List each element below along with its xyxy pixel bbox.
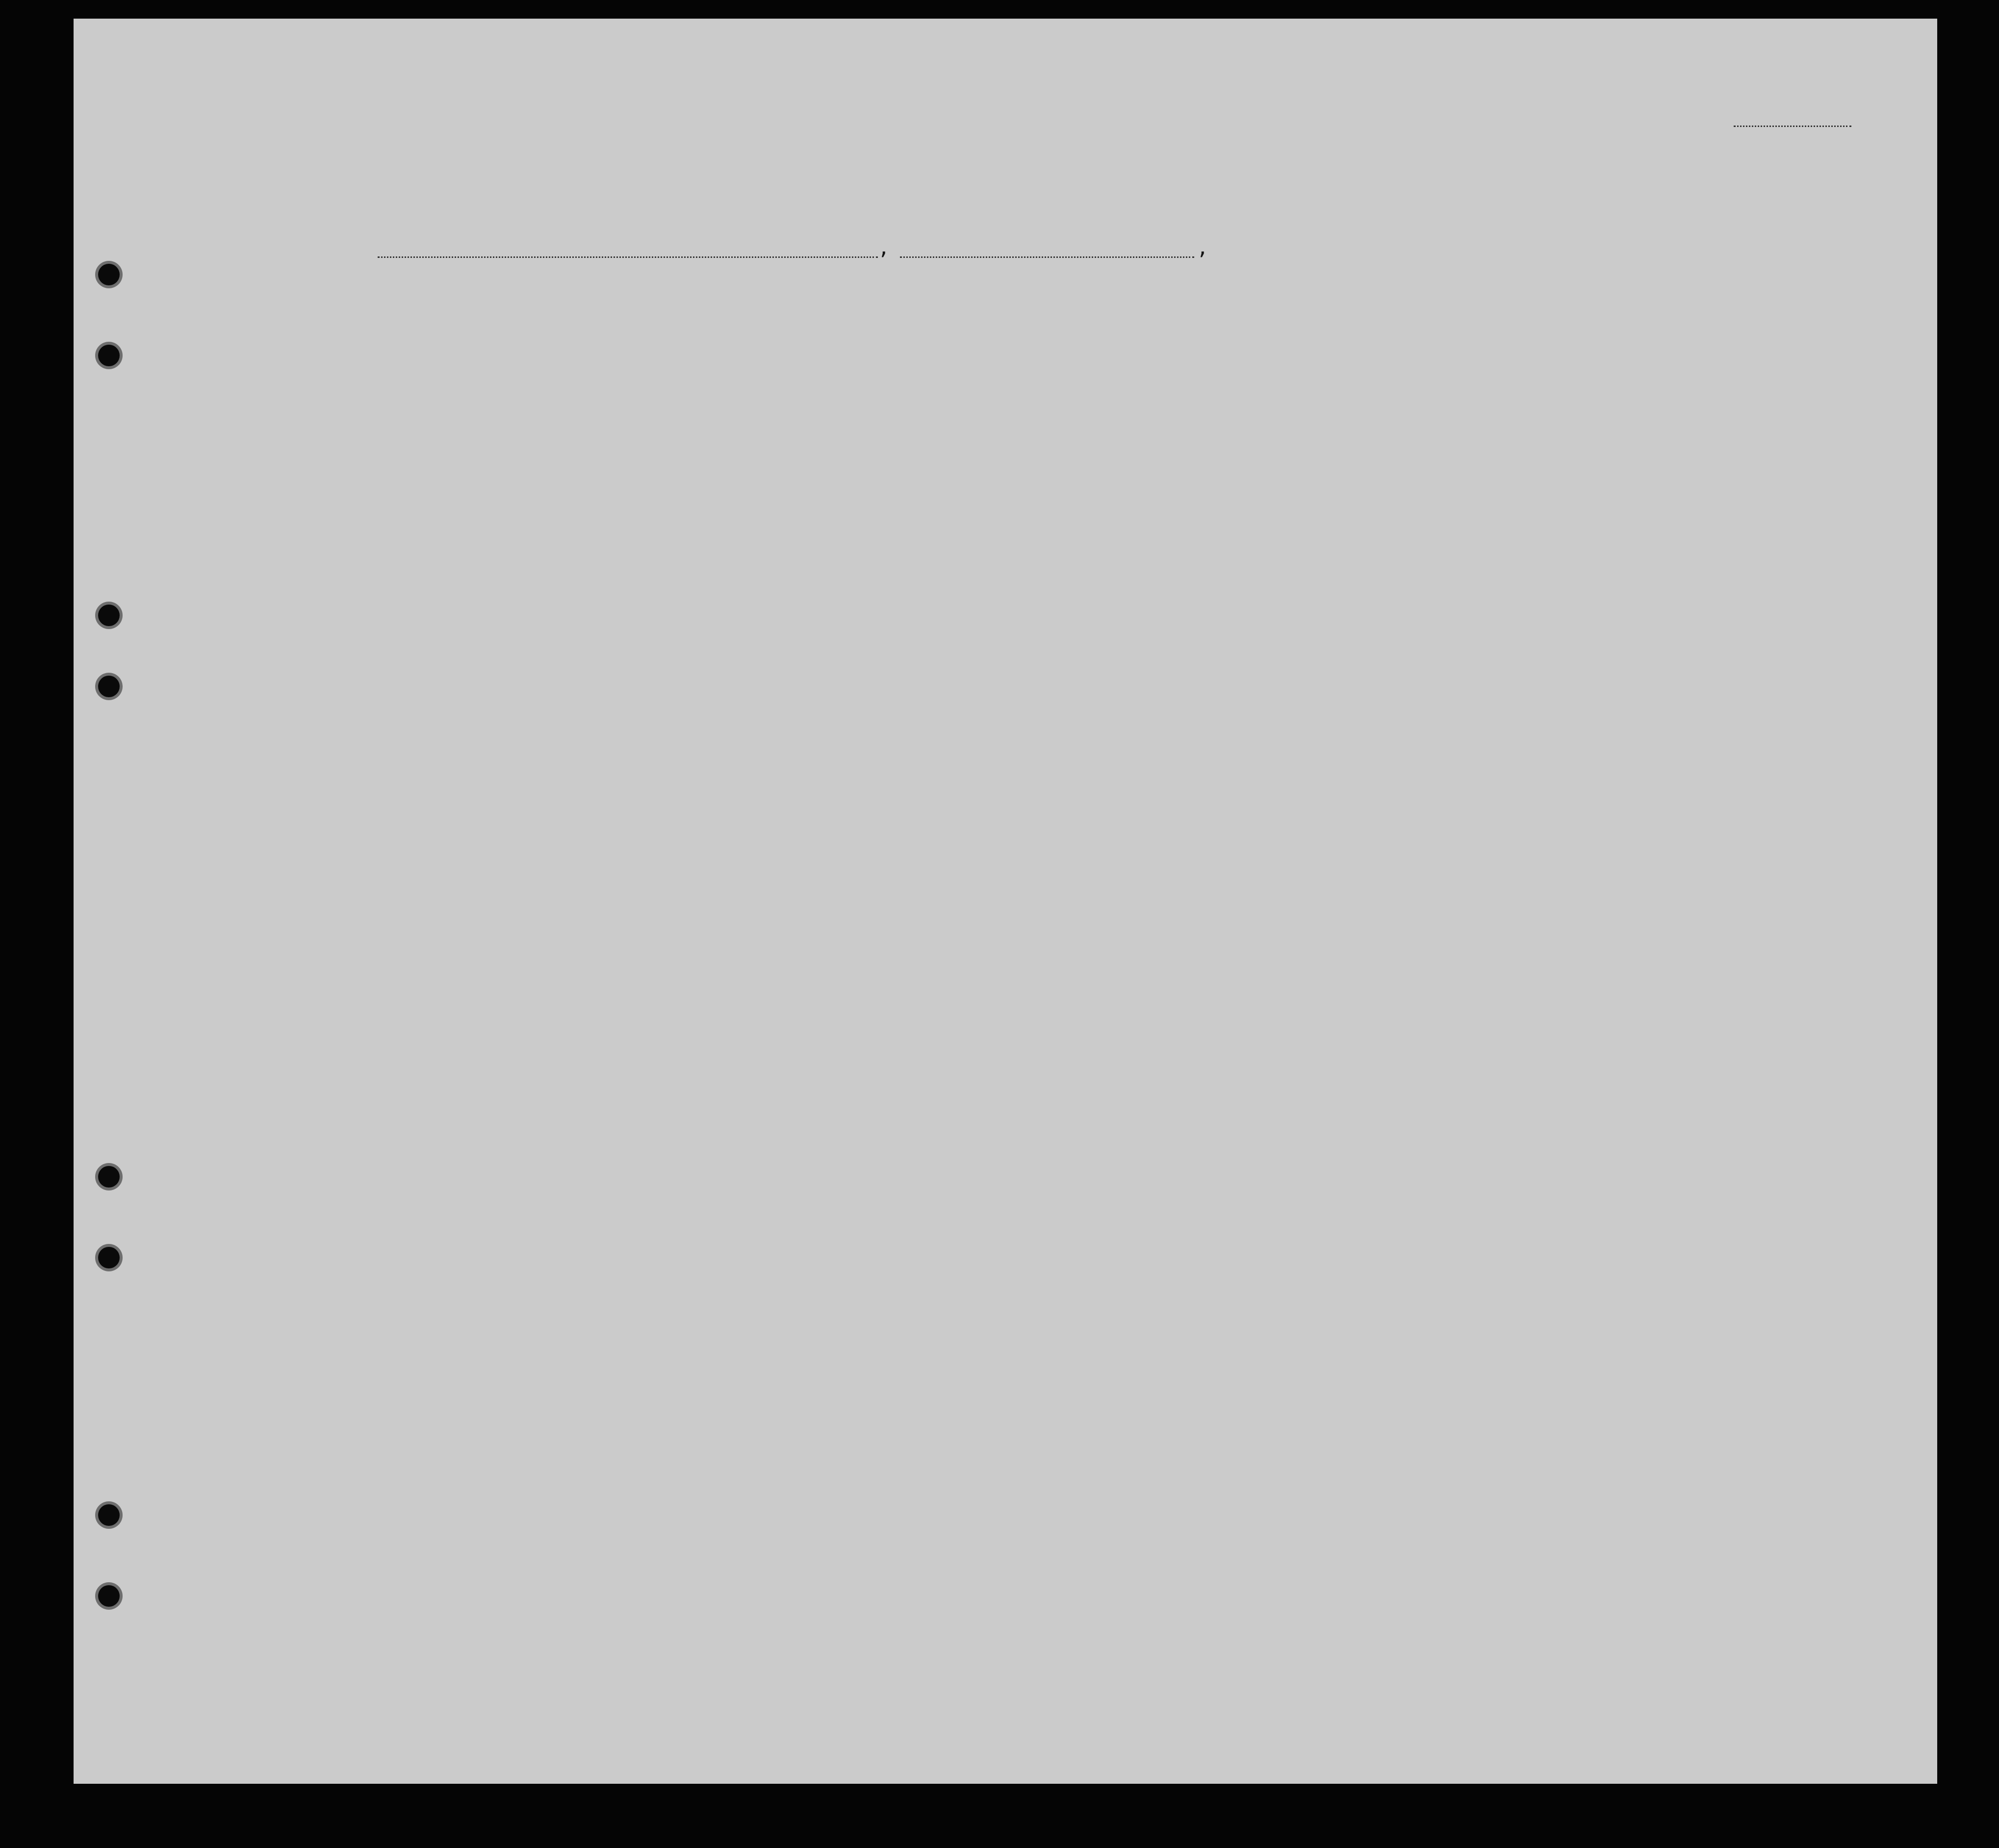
table-grid [74,19,1937,1784]
comma: , [878,237,890,259]
manifest-sheet: , , [74,19,1937,1784]
